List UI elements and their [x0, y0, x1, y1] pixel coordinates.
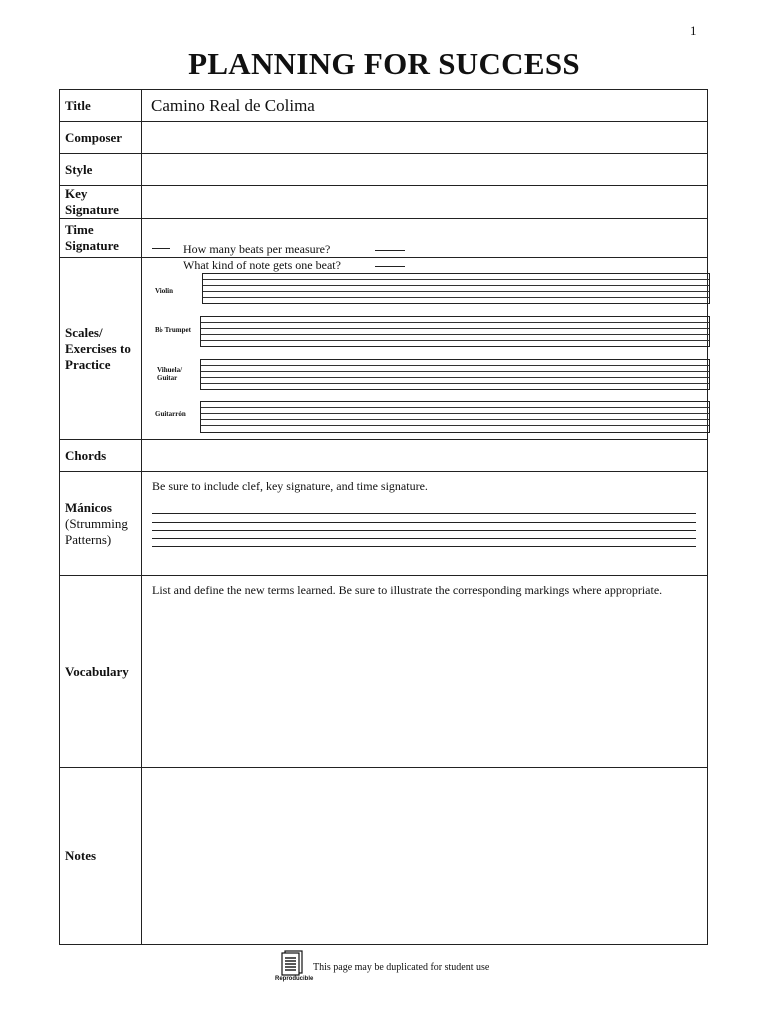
key-signature-field[interactable]	[142, 186, 708, 219]
row-style	[60, 154, 708, 186]
key-signature-label: Key Signature	[60, 186, 142, 219]
title-value: Camino Real de Colima	[151, 95, 315, 115]
row-notes	[60, 768, 708, 945]
violin-staff-label: Violin	[155, 287, 174, 295]
violin-staff[interactable]	[202, 273, 710, 304]
guitarron-staff[interactable]	[200, 401, 710, 433]
title-field[interactable]	[142, 90, 708, 122]
manicos-staff-line	[152, 530, 696, 531]
time-signature-field[interactable]	[142, 219, 708, 272]
scales-label: Scales/ Exercises to Practice	[60, 258, 142, 440]
title-label: Title	[60, 90, 142, 122]
row-key-signature	[60, 186, 708, 219]
vocabulary-instruction: List and define the new terms learned. Be sure to illustrate the corresponding markings where appropriate.	[152, 583, 663, 597]
beats-per-measure-blank[interactable]	[375, 250, 405, 251]
reproducible-label: Reproducible	[275, 976, 314, 982]
note-gets-beat-question: What kind of note gets one beat?	[183, 258, 341, 272]
planning-form	[59, 89, 708, 945]
row-vocabulary	[60, 576, 708, 768]
composer-label: Composer	[60, 122, 142, 154]
manicos-label	[60, 472, 142, 576]
manicos-staff-line	[152, 513, 696, 514]
notes-label: Notes	[60, 768, 142, 945]
row-chords	[60, 440, 708, 472]
notes-field[interactable]	[142, 768, 708, 945]
manicos-subtitle: (Strumming Patterns)	[65, 515, 128, 547]
composer-field[interactable]	[142, 122, 708, 154]
manicos-staff-line	[152, 522, 696, 523]
manicos-field[interactable]	[142, 472, 708, 576]
trumpet-staff[interactable]	[200, 316, 710, 347]
manicos-title: Mánicos	[65, 499, 112, 515]
row-time-signature	[60, 219, 708, 258]
manicos-instruction: Be sure to include clef, key signature, and time signature.	[152, 479, 428, 493]
page-number: 1	[690, 23, 697, 38]
manicos-staff-line	[152, 546, 696, 547]
style-field[interactable]	[142, 154, 708, 186]
style-label: Style	[60, 154, 142, 186]
manicos-staff-line	[152, 538, 696, 539]
trumpet-staff-label: B♭ Trumpet	[155, 326, 191, 334]
vocabulary-field[interactable]	[142, 576, 708, 768]
row-title	[60, 90, 708, 122]
duplication-note: This page may be duplicated for student use	[313, 962, 490, 973]
page-title: PLANNING FOR SUCCESS	[188, 46, 580, 81]
row-composer	[60, 122, 708, 154]
chords-label: Chords	[60, 440, 142, 472]
vihuela-guitar-staff[interactable]	[200, 359, 710, 390]
row-scales	[60, 258, 708, 440]
vocabulary-label: Vocabulary	[60, 576, 142, 768]
time-signature-blank[interactable]	[152, 248, 170, 249]
scales-field[interactable]	[142, 258, 708, 440]
vihuela-staff-label: Vihuela/ Guitar	[157, 366, 183, 382]
chords-field[interactable]	[142, 440, 708, 472]
beats-per-measure-question: How many beats per measure?	[183, 242, 331, 256]
time-signature-label: Time Signature	[60, 219, 142, 258]
row-manicos	[60, 472, 708, 576]
guitarron-staff-label: Guitarrón	[155, 410, 186, 418]
